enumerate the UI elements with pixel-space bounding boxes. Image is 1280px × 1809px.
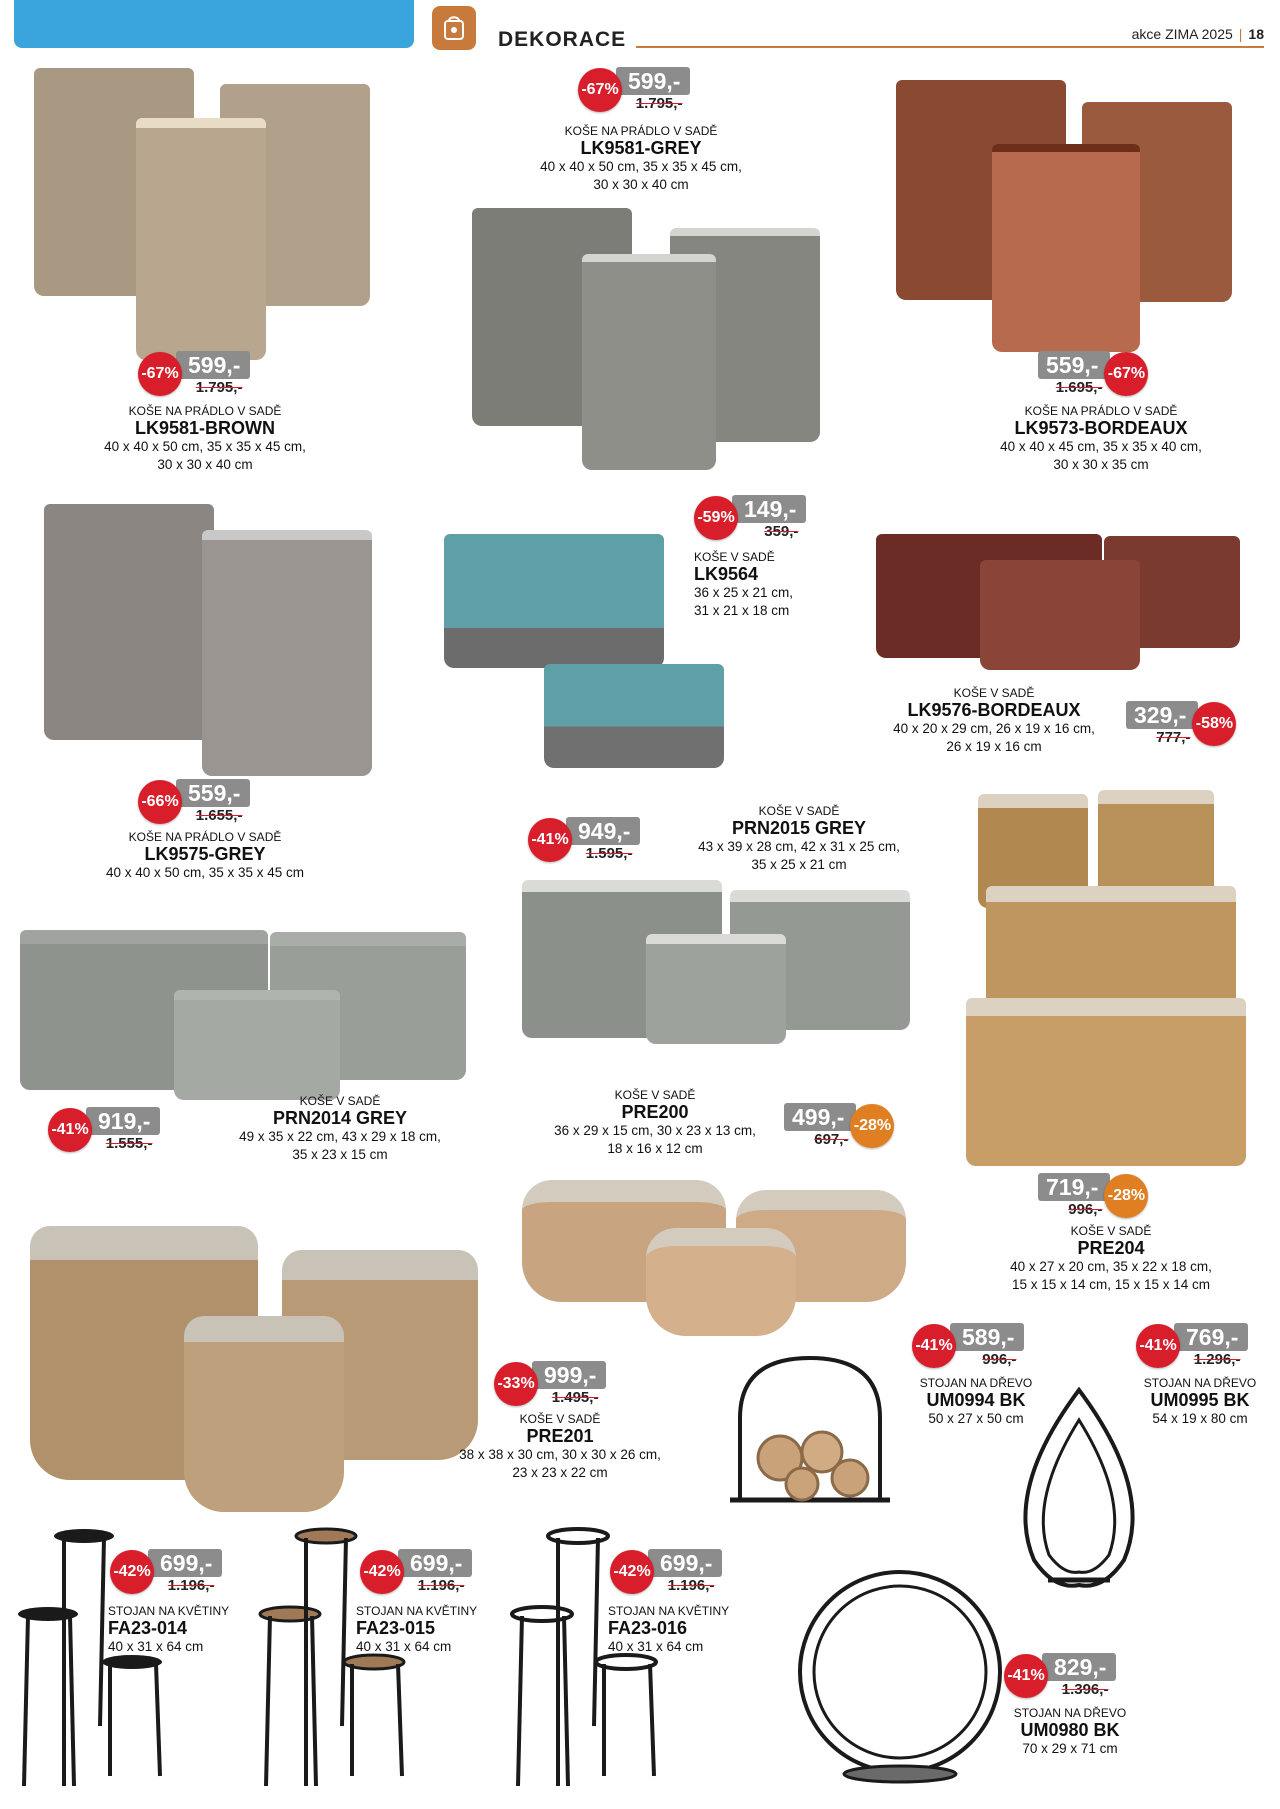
old-price: 996,- [982, 1351, 1017, 1368]
sale-price: 599,- [176, 351, 250, 379]
product-category: KOŠE NA PRÁDLO V SADĚ [128, 830, 282, 844]
pre200-image [518, 1176, 912, 1326]
lk9573-bordeaux-info [946, 404, 1256, 474]
product-code: FA23-016 [608, 1618, 688, 1638]
product-category: KOŠE V SADĚ [519, 1412, 601, 1426]
firewood-rack-teardrop-illustration [1004, 1380, 1154, 1610]
product-code: LK9575-GREY [144, 844, 266, 864]
sale-price: 559,- [1038, 351, 1110, 379]
prn2015-grey-info [664, 804, 934, 874]
pre204-price-badge [1038, 1174, 1148, 1218]
prn2014-grey-image [18, 920, 478, 1100]
old-price: 1.196,- [167, 1577, 215, 1594]
sale-price: 919,- [86, 1107, 160, 1135]
pre201-image [24, 1186, 484, 1496]
product-code: FA23-015 [356, 1618, 436, 1638]
discount-badge: -42% [610, 1550, 654, 1594]
product-code: LK9573-BORDEAUX [1014, 418, 1188, 438]
product-code: LK9576-BORDEAUX [907, 700, 1081, 720]
product-dimensions: 40 x 40 x 45 cm, 35 x 35 x 40 cm, [1000, 439, 1202, 454]
product-category: STOJAN NA DŘEVO [919, 1376, 1033, 1390]
discount-badge: -67% [1104, 352, 1148, 396]
lk9581-brown-image [24, 62, 384, 352]
teal-basket-large [444, 534, 664, 668]
fa23-016-info [608, 1604, 748, 1656]
product-dimensions: 50 x 27 x 50 cm [928, 1411, 1024, 1426]
discount-badge: -67% [578, 68, 622, 112]
velvet-box-small [980, 560, 1140, 670]
lk9581-grey-info [486, 124, 796, 194]
discount-badge: -59% [694, 496, 738, 540]
product-dimensions: 38 x 38 x 30 cm, 30 x 30 x 26 cm, [459, 1447, 661, 1462]
teal-basket-small [544, 664, 724, 768]
product-dimensions: 40 x 31 x 64 cm [356, 1639, 452, 1654]
um0980-bk-price-badge [1004, 1654, 1116, 1698]
product-dimensions: 26 x 19 x 16 cm [946, 739, 1042, 754]
lk9575-grey-price-badge [138, 780, 250, 824]
lk9581-grey-image [464, 204, 844, 464]
discount-badge: -58% [1192, 702, 1236, 746]
sale-price: 829,- [1042, 1653, 1116, 1681]
sale-price: 699,- [148, 1549, 222, 1577]
discount-badge: -33% [494, 1362, 538, 1406]
fa23-014-info [108, 1604, 248, 1656]
wicker-basket-large [966, 998, 1246, 1166]
pre200-price-badge [784, 1104, 894, 1148]
prn2015-grey-price-badge [528, 818, 640, 862]
sale-price: 999,- [532, 1361, 606, 1389]
campaign-name: akce ZIMA 2025 [1131, 26, 1233, 42]
discount-badge: -28% [1104, 1174, 1148, 1218]
fa23-014-price-badge [110, 1550, 222, 1594]
pre204-info [966, 1224, 1256, 1294]
product-category: KOŠE NA PRÁDLO V SADĚ [564, 124, 718, 138]
sale-price: 719,- [1038, 1173, 1110, 1201]
lk9576-bordeaux-image [874, 530, 1244, 680]
product-code: PRE201 [526, 1426, 594, 1446]
lk9573-bordeaux-image [880, 62, 1250, 358]
product-dimensions: 40 x 31 x 64 cm [608, 1639, 704, 1654]
lk9575-grey-image [34, 500, 384, 770]
old-price: 1.555,- [105, 1135, 153, 1152]
pre201-info [420, 1412, 700, 1482]
old-price: 1.196,- [417, 1577, 465, 1594]
old-price: 1.695,- [1055, 379, 1103, 396]
old-price: 1.795,- [195, 379, 243, 396]
product-dimensions: 70 x 29 x 71 cm [1022, 1741, 1118, 1756]
oval-wicker-basket-small [646, 1228, 796, 1336]
page-number: 18 [1248, 26, 1264, 42]
wicker-basket-small-right [1098, 790, 1214, 896]
product-category: STOJAN NA DŘEVO [1143, 1376, 1257, 1390]
product-code: UM0994 BK [926, 1390, 1026, 1410]
header-divider-line [636, 46, 1264, 48]
discount-badge: -42% [360, 1550, 404, 1594]
product-dimensions: 30 x 30 x 40 cm [157, 457, 253, 472]
um0995-bk-image [1004, 1380, 1154, 1610]
discount-badge: -41% [48, 1108, 92, 1152]
product-category: KOŠE V SADĚ [694, 550, 775, 564]
product-dimensions: 35 x 25 x 21 cm [751, 857, 847, 872]
product-dimensions: 40 x 27 x 20 cm, 35 x 22 x 18 cm, [1010, 1259, 1212, 1274]
lk9564-price-badge [694, 496, 806, 540]
old-price: 1.595,- [585, 845, 633, 862]
sale-price: 699,- [398, 1549, 472, 1577]
lk9581-grey-price-badge [578, 68, 690, 112]
sale-price: 949,- [566, 817, 640, 845]
discount-badge: -41% [528, 818, 572, 862]
lk9564-info [694, 550, 854, 620]
um0995-bk-price-badge [1136, 1324, 1248, 1368]
product-code: LK9581-GREY [580, 138, 702, 158]
sale-price: 699,- [648, 1549, 722, 1577]
product-category: STOJAN NA KVĚTINY [356, 1604, 478, 1618]
product-dimensions: 30 x 30 x 35 cm [1053, 457, 1149, 472]
product-dimensions: 36 x 25 x 21 cm, [694, 585, 794, 600]
product-category: KOŠE V SADĚ [758, 804, 840, 818]
product-dimensions: 18 x 16 x 12 cm [607, 1141, 703, 1156]
product-category: KOŠE V SADĚ [953, 686, 1035, 700]
old-price: 1.795,- [635, 95, 683, 112]
product-dimensions: 54 x 19 x 80 cm [1152, 1411, 1248, 1426]
product-dimensions: 40 x 40 x 50 cm, 35 x 35 x 45 cm, [540, 159, 742, 174]
grey-wicker-box-small [174, 990, 340, 1100]
product-code: UM0995 BK [1150, 1390, 1250, 1410]
pre204-image [962, 790, 1252, 1160]
old-price: 996,- [1068, 1201, 1103, 1218]
discount-badge: -42% [110, 1550, 154, 1594]
grey-quilted-basket-small [202, 530, 372, 776]
lk9575-grey-info [50, 830, 360, 882]
brown-basket-small [136, 118, 266, 360]
sale-price: 149,- [732, 495, 806, 523]
discount-badge: -28% [850, 1104, 894, 1148]
campaign-label: akce ZIMA 2025 | 18 [1131, 26, 1264, 42]
old-price: 777,- [1156, 729, 1191, 746]
product-code: LK9564 [694, 564, 759, 584]
lk9576-bordeaux-price-badge [1126, 702, 1236, 746]
product-code: LK9581-BROWN [134, 418, 276, 438]
product-dimensions: 49 x 35 x 22 cm, 43 x 29 x 18 cm, [239, 1129, 441, 1144]
product-category: KOŠE V SADĚ [1070, 1224, 1152, 1238]
um0980-bk-info [990, 1706, 1150, 1758]
sale-price: 599,- [616, 67, 690, 95]
sale-price: 769,- [1174, 1323, 1248, 1351]
product-code: FA23-014 [108, 1618, 188, 1638]
product-dimensions: 40 x 40 x 50 cm, 35 x 35 x 45 cm, [104, 439, 306, 454]
product-category: KOŠE V SADĚ [299, 1094, 381, 1108]
fa23-016-price-badge [610, 1550, 722, 1594]
discount-badge: -66% [138, 780, 182, 824]
pre201-price-badge [494, 1362, 606, 1406]
product-dimensions: 43 x 39 x 28 cm, 42 x 31 x 25 cm, [698, 839, 900, 854]
um0994-bk-price-badge [912, 1324, 1024, 1368]
product-dimensions: 31 x 21 x 18 cm [694, 603, 790, 618]
product-category: KOŠE V SADĚ [614, 1088, 696, 1102]
product-dimensions: 35 x 23 x 15 cm [292, 1147, 388, 1162]
fa23-015-info [356, 1604, 496, 1656]
page-category-title: DEKORACE [498, 28, 627, 51]
product-category: KOŠE NA PRÁDLO V SADĚ [128, 404, 282, 418]
decoration-category-icon [432, 6, 476, 50]
grey-basket-small [582, 254, 716, 470]
sale-price: 499,- [784, 1103, 856, 1131]
product-dimensions: 40 x 20 x 29 cm, 26 x 19 x 16 cm, [893, 721, 1095, 736]
old-price: 359,- [764, 523, 799, 540]
product-category: KOŠE NA PRÁDLO V SADĚ [1024, 404, 1178, 418]
bordeaux-basket-small [992, 144, 1140, 352]
product-category: STOJAN NA KVĚTINY [608, 1604, 730, 1618]
discount-badge: -41% [1136, 1324, 1180, 1368]
lk9581-brown-price-badge [138, 352, 250, 396]
product-dimensions: 36 x 29 x 15 cm, 30 x 23 x 13 cm, [554, 1123, 756, 1138]
product-code: PRN2015 GREY [731, 818, 867, 838]
um0994-bk-image [710, 1348, 910, 1528]
old-price: 1.655,- [195, 807, 243, 824]
old-price: 1.495,- [551, 1389, 599, 1406]
old-price: 1.196,- [667, 1577, 715, 1594]
prn2014-grey-price-badge [48, 1108, 160, 1152]
product-dimensions: 40 x 40 x 50 cm, 35 x 35 x 45 cm [105, 865, 305, 880]
lk9573-bordeaux-price-badge [1038, 352, 1148, 396]
product-dimensions: 30 x 30 x 40 cm [593, 177, 689, 192]
firewood-rack-round-illustration [710, 1348, 910, 1528]
old-price: 1.296,- [1193, 1351, 1241, 1368]
product-dimensions: 40 x 31 x 64 cm [108, 1639, 204, 1654]
lk9576-bordeaux-info [864, 686, 1124, 756]
product-dimensions: 23 x 23 x 22 cm [512, 1465, 608, 1480]
product-code: PRE200 [621, 1102, 689, 1122]
um0980-bk-image [790, 1560, 1010, 1800]
header-color-bar [14, 0, 414, 48]
sale-price: 329,- [1126, 701, 1198, 729]
sale-price: 559,- [176, 779, 250, 807]
sale-price: 589,- [950, 1323, 1024, 1351]
product-code: PRN2014 GREY [272, 1108, 408, 1128]
prn2014-grey-info [200, 1094, 480, 1164]
product-category: STOJAN NA DŘEVO [1013, 1706, 1127, 1720]
grey-wicker-basket-small [646, 934, 786, 1044]
discount-badge: -41% [1004, 1654, 1048, 1698]
firewood-hoop-illustration [790, 1560, 1010, 1800]
prn2015-grey-image [516, 876, 916, 1046]
old-price: 697,- [814, 1131, 849, 1148]
product-dimensions: 15 x 15 x 14 cm, 15 x 15 x 14 cm [1011, 1277, 1211, 1292]
old-price: 1.396,- [1061, 1681, 1109, 1698]
discount-badge: -41% [912, 1324, 956, 1368]
lk9581-brown-info [50, 404, 360, 474]
product-code: PRE204 [1077, 1238, 1145, 1258]
round-wicker-basket-small [184, 1316, 344, 1512]
product-category: STOJAN NA KVĚTINY [108, 1604, 230, 1618]
discount-badge: -67% [138, 352, 182, 396]
product-code: UM0980 BK [1020, 1720, 1120, 1740]
fa23-015-price-badge [360, 1550, 472, 1594]
grey-quilted-basket-large [44, 504, 214, 740]
pre200-info [520, 1088, 790, 1158]
